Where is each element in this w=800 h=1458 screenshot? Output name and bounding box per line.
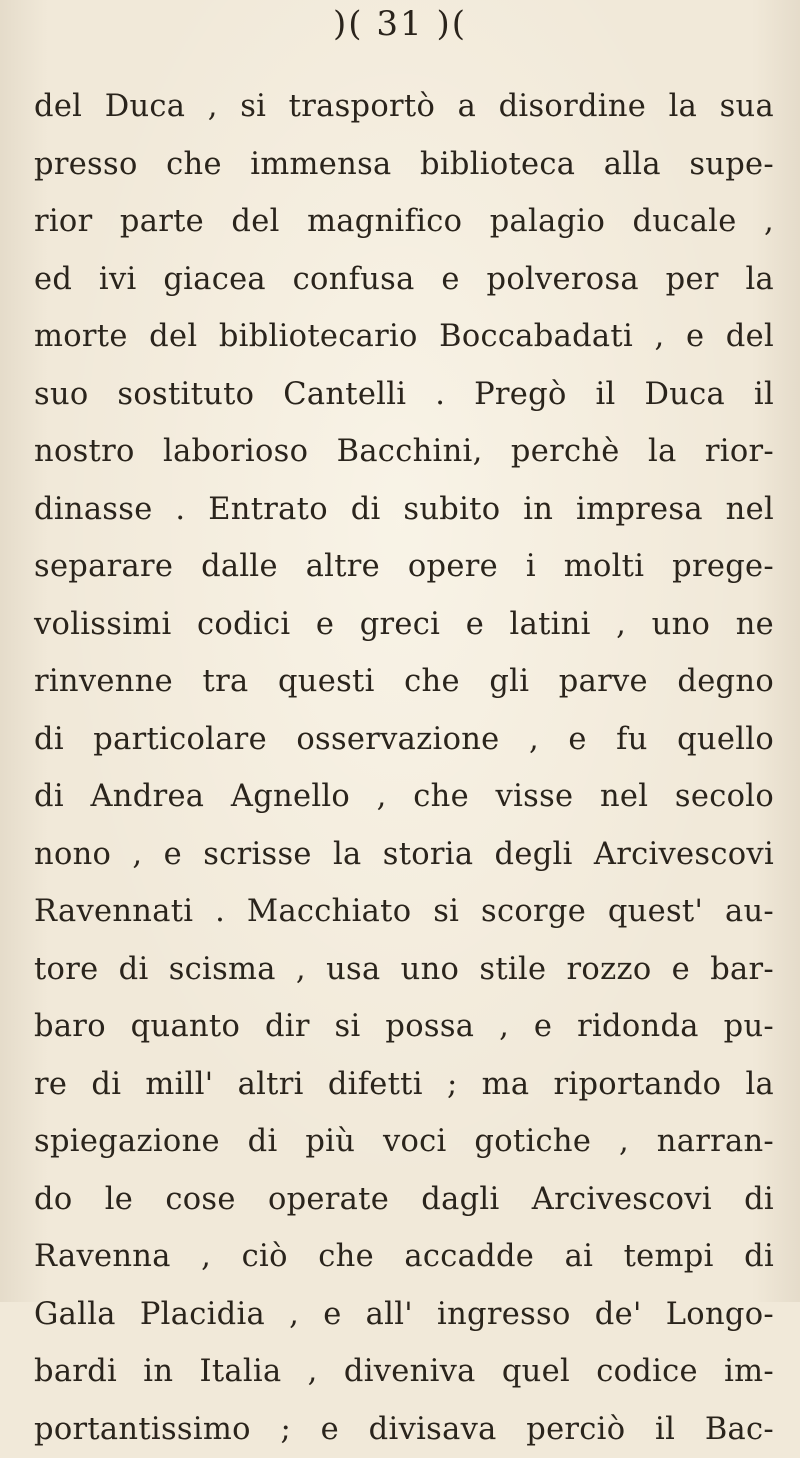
page-header: )( 31 )( (0, 4, 800, 44)
text-line: tore di scisma , usa uno stile rozzo e bar- (34, 941, 774, 999)
text-line: di particolare osservazione , e fu quello (34, 711, 774, 769)
text-line: separare dalle altre opere i molti prege- (34, 538, 774, 596)
text-line: do le cose operate dagli Arcivescovi di (34, 1171, 774, 1229)
text-line: volissimi codici e greci e latini , uno ne (34, 596, 774, 654)
text-line: ed ivi giacea confusa e polverosa per la (34, 251, 774, 309)
text-line: rior parte del magnifico palagio ducale , (34, 193, 774, 251)
text-line: nostro laborioso Bacchini, perchè la rior- (34, 423, 774, 481)
text-line: baro quanto dir si possa , e ridonda pu- (34, 998, 774, 1056)
text-line: nono , e scrisse la storia degli Arcivescovi (34, 826, 774, 884)
text-line: Galla Placidia , e all' ingresso de' Longo- (34, 1286, 774, 1344)
text-line: re di mill' altri difetti ; ma riportando la (34, 1056, 774, 1114)
text-line: Ravenna , ciò che accadde ai tempi di (34, 1228, 774, 1286)
text-line: suo sostituto Cantelli . Pregò il Duca il (34, 366, 774, 424)
text-line: del Duca , si trasportò a disordine la sua (34, 78, 774, 136)
text-line: presso che immensa biblioteca alla supe- (34, 136, 774, 194)
text-line: di Andrea Agnello , che visse nel secolo (34, 768, 774, 826)
body-text (34, 78, 774, 1458)
text-line: spiegazione di più voci gotiche , narran- (34, 1113, 774, 1171)
text-line: rinvenne tra questi che gli parve degno (34, 653, 774, 711)
text-line: dinasse . Entrato di subito in impresa nel (34, 481, 774, 539)
text-line: bardi in Italia , diveniva quel codice im- (34, 1343, 774, 1401)
text-line: Ravennati . Macchiato si scorge quest' au- (34, 883, 774, 941)
text-line: portantissimo ; e divisava perciò il Bac- (34, 1401, 774, 1458)
text-line: morte del bibliotecario Boccabadati , e del (34, 308, 774, 366)
